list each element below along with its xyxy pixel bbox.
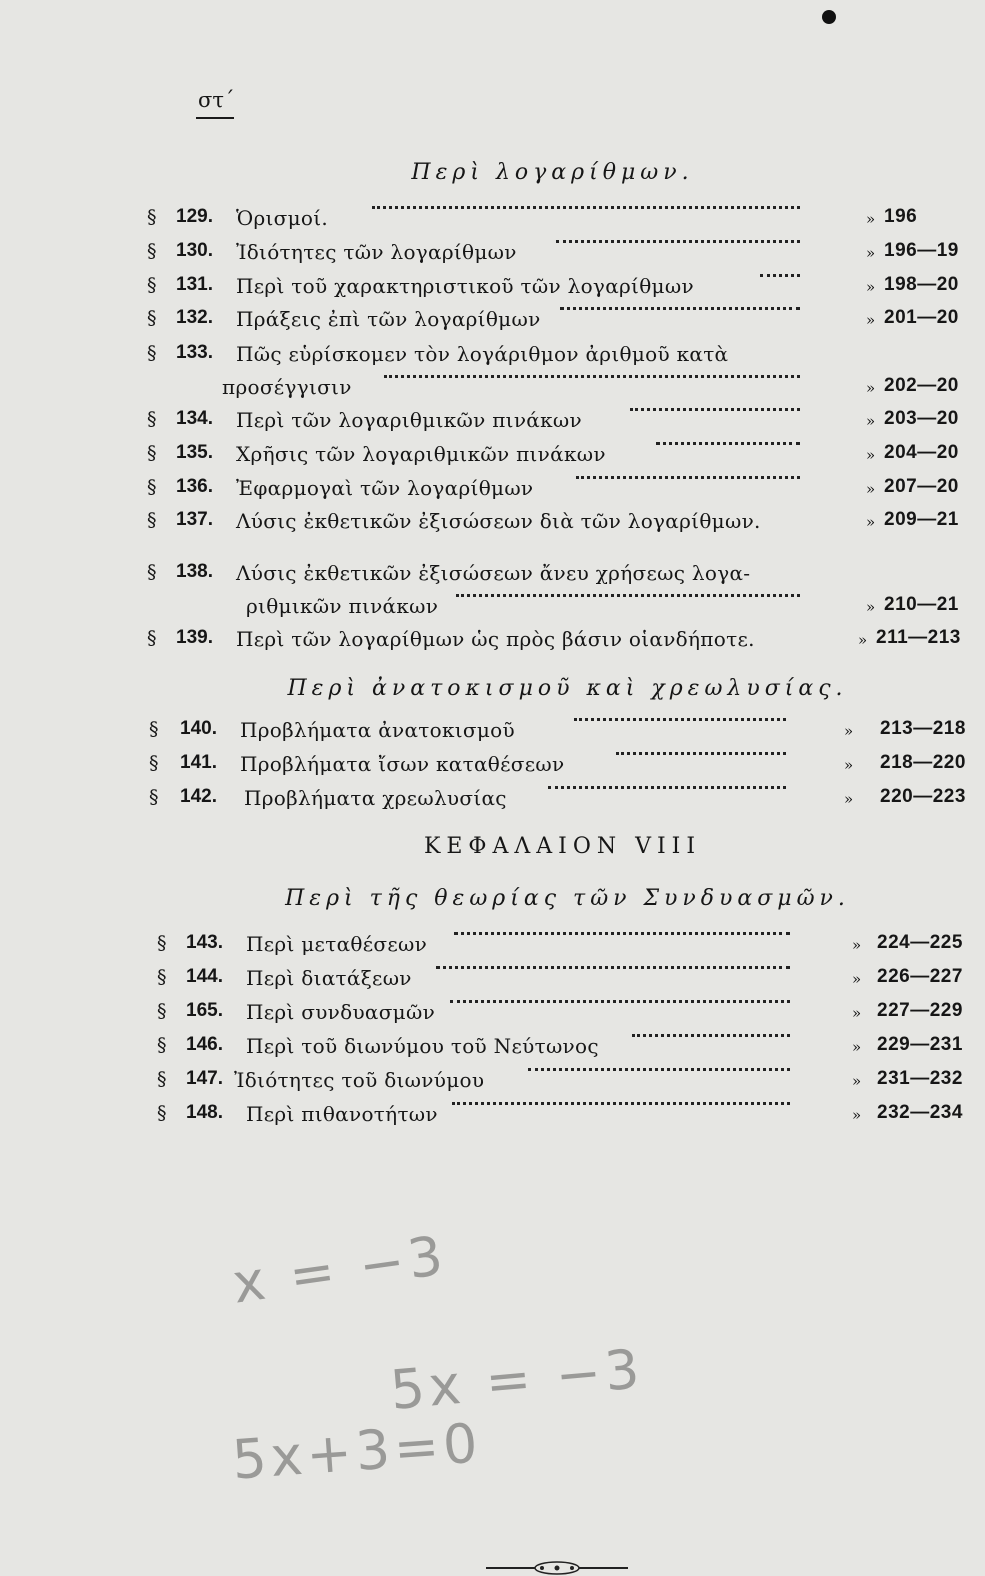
- toc-entry: [0, 752, 985, 782]
- dot-leader: [548, 786, 786, 789]
- entry-pages: 198—20: [884, 274, 959, 295]
- ditto-mark: »: [866, 513, 876, 531]
- entry-title: Περὶ τῶν λογαρίθμων ὡς πρὸς βάσιν οἱανδήποτε.: [236, 627, 755, 651]
- ink-blot: [822, 10, 836, 24]
- entry-number: 134.: [176, 408, 213, 429]
- toc-entry: [0, 274, 985, 304]
- entry-pages: 211—213: [876, 627, 961, 648]
- ditto-mark: »: [844, 722, 854, 740]
- section-symbol: §: [147, 442, 157, 464]
- dot-leader: [436, 966, 790, 969]
- ditto-mark: »: [852, 970, 862, 988]
- entry-number: 133.: [176, 342, 213, 363]
- section-symbol: §: [147, 206, 157, 228]
- entry-number: 137.: [176, 509, 213, 530]
- ditto-mark: »: [852, 936, 862, 954]
- page-number: στ΄: [198, 88, 235, 112]
- entry-number: 143.: [186, 932, 223, 953]
- entry-title: Χρῆσις τῶν λογαριθμικῶν πινάκων: [236, 442, 606, 466]
- ditto-mark: »: [866, 210, 876, 228]
- ditto-mark: »: [844, 756, 854, 774]
- section-symbol: §: [149, 718, 159, 740]
- toc-entry: [0, 1034, 985, 1064]
- entry-title: Ὁρισμοί.: [236, 206, 329, 230]
- chapter-title: ΚΕΦΑΛΑΙΟΝ VIII: [423, 834, 702, 859]
- entry-number: 147.: [186, 1068, 223, 1089]
- dot-leader: [454, 932, 790, 935]
- entry-pages: 218—220: [880, 752, 966, 773]
- entry-pages: 203—20: [884, 408, 959, 429]
- dot-leader: [372, 206, 800, 209]
- ditto-mark: »: [866, 412, 876, 430]
- entry-title: Περὶ διατάξεων: [246, 966, 412, 990]
- entry-number: 132.: [176, 307, 213, 328]
- toc-entry: [0, 206, 985, 236]
- dot-leader: [456, 594, 800, 597]
- section-heading-combinations: Περὶ τῆς θεωρίας τῶν Συνδυασμῶν.: [285, 886, 850, 911]
- entry-pages: 201—20: [884, 307, 959, 328]
- page-number-rule: [196, 117, 234, 119]
- entry-pages: 207—20: [884, 476, 959, 497]
- toc-entry: [0, 509, 985, 539]
- section-symbol: §: [147, 509, 157, 531]
- entry-pages: 232—234: [877, 1102, 963, 1123]
- entry-pages: 204—20: [884, 442, 959, 463]
- pencil-note-1: x = −3: [228, 1223, 451, 1316]
- dot-leader: [560, 307, 800, 310]
- dot-leader: [452, 1102, 790, 1105]
- entry-pages: 209—21: [884, 509, 959, 530]
- ditto-mark: »: [852, 1072, 862, 1090]
- entry-title: Ἰδιότητες τῶν λογαρίθμων: [236, 240, 517, 264]
- entry-title: Προβλήματα ἴσων καταθέσεων: [240, 752, 565, 776]
- ditto-mark: »: [866, 446, 876, 464]
- entry-title: Περὶ πιθανοτήτων: [246, 1102, 438, 1126]
- dot-leader: [616, 752, 786, 755]
- section-symbol: §: [157, 966, 167, 988]
- pencil-note-2: 5x = −3: [387, 1337, 646, 1422]
- toc-entry: [0, 718, 985, 748]
- section-symbol: §: [147, 274, 157, 296]
- toc-entry: [0, 476, 985, 506]
- section-symbol: §: [147, 408, 157, 430]
- entry-number: 130.: [176, 240, 213, 261]
- entry-number: 136.: [176, 476, 213, 497]
- entry-title: Περὶ τῶν λογαριθμικῶν πινάκων: [236, 408, 582, 432]
- toc-entry: [0, 442, 985, 472]
- dot-leader: [576, 476, 800, 479]
- entry-title: Προβλήματα ἀνατοκισμοῦ: [240, 718, 515, 742]
- entry-number: 148.: [186, 1102, 223, 1123]
- entry-pages: 202—20: [884, 375, 959, 396]
- section-symbol: §: [157, 1000, 167, 1022]
- dot-leader: [630, 408, 800, 411]
- ditto-mark: »: [852, 1106, 862, 1124]
- ditto-mark: »: [866, 311, 876, 329]
- entry-number: 138.: [176, 561, 213, 582]
- toc-entry: [0, 1000, 985, 1030]
- entry-number: 165.: [186, 1000, 223, 1021]
- dot-leader: [656, 442, 800, 445]
- section-symbol: §: [147, 627, 157, 649]
- entry-title-continuation: προσέγγισιν: [222, 375, 352, 399]
- entry-pages: 220—223: [880, 786, 966, 807]
- toc-entry: [0, 342, 985, 372]
- section-symbol: §: [157, 1034, 167, 1056]
- entry-title: Πῶς εὑρίσκομεν τὸν λογάριθμον ἀριθμοῦ κατὰ: [236, 342, 729, 366]
- ornament-divider: [486, 1560, 628, 1576]
- dot-leader: [384, 375, 800, 378]
- entry-pages: 226—227: [877, 966, 963, 987]
- toc-entry: [0, 307, 985, 337]
- toc-entry: [0, 408, 985, 438]
- entry-number: 144.: [186, 966, 223, 987]
- dot-leader: [632, 1034, 790, 1037]
- section-symbol: §: [149, 752, 159, 774]
- entry-number: 129.: [176, 206, 213, 227]
- dot-leader: [556, 240, 800, 243]
- section-symbol: §: [147, 561, 157, 583]
- toc-entry-continuation: [0, 375, 985, 405]
- entry-pages: 210—21: [884, 594, 959, 615]
- ditto-mark: »: [866, 480, 876, 498]
- toc-entry: [0, 1068, 985, 1098]
- dot-leader: [760, 274, 800, 277]
- entry-pages: 229—231: [877, 1034, 963, 1055]
- entry-title: Περὶ συνδυασμῶν: [246, 1000, 436, 1024]
- entry-pages: 196: [884, 206, 918, 227]
- entry-number: 135.: [176, 442, 213, 463]
- toc-entry: [0, 932, 985, 962]
- toc-entry: [0, 966, 985, 996]
- entry-title: Πράξεις ἐπὶ τῶν λογαρίθμων: [236, 307, 541, 331]
- toc-entry: [0, 786, 985, 816]
- toc-entry: [0, 240, 985, 270]
- toc-entry: [0, 627, 985, 657]
- section-symbol: §: [147, 476, 157, 498]
- entry-number: 139.: [176, 627, 213, 648]
- entry-title: Λύσις ἐκθετικῶν ἐξισώσεων διὰ τῶν λογαρίθμων.: [236, 509, 761, 533]
- entry-pages: 231—232: [877, 1068, 963, 1089]
- toc-entry: [0, 1102, 985, 1132]
- dot-leader: [574, 718, 786, 721]
- section-symbol: §: [149, 786, 159, 808]
- entry-pages: 196—19: [884, 240, 959, 261]
- entry-title: Λύσις ἐκθετικῶν ἐξισώσεων ἄνευ χρήσεως λογα-: [236, 561, 751, 585]
- toc-entry: [0, 561, 985, 591]
- ditto-mark: »: [866, 598, 876, 616]
- ditto-mark: »: [866, 278, 876, 296]
- section-symbol: §: [147, 342, 157, 364]
- dot-leader: [528, 1068, 790, 1071]
- entry-number: 142.: [180, 786, 217, 807]
- ditto-mark: »: [866, 379, 876, 397]
- ditto-mark: »: [852, 1038, 862, 1056]
- ditto-mark: »: [852, 1004, 862, 1022]
- entry-pages: 224—225: [877, 932, 963, 953]
- entry-number: 140.: [180, 718, 217, 739]
- entry-title: Περὶ τοῦ χαρακτηριστικοῦ τῶν λογαρίθμων: [236, 274, 694, 298]
- pencil-note-3: 5x+3=0: [230, 1411, 484, 1492]
- dot-leader: [450, 1000, 790, 1003]
- entry-number: 146.: [186, 1034, 223, 1055]
- ditto-mark: »: [844, 790, 854, 808]
- entry-title: Περὶ μεταθέσεων: [246, 932, 428, 956]
- section-heading-logarithms: Περὶ λογαρίθμων.: [411, 160, 694, 185]
- ditto-mark: »: [858, 631, 868, 649]
- section-symbol: §: [157, 932, 167, 954]
- entry-title: Ἐφαρμογαὶ τῶν λογαρίθμων: [236, 476, 534, 500]
- entry-title: Περὶ τοῦ διωνύμου τοῦ Νεύτωνος: [246, 1034, 599, 1058]
- section-symbol: §: [157, 1102, 167, 1124]
- entry-number: 141.: [180, 752, 217, 773]
- ditto-mark: »: [866, 244, 876, 262]
- entry-pages: 227—229: [877, 1000, 963, 1021]
- section-heading-interest: Περὶ ἀνατοκισμοῦ καὶ χρεωλυσίας.: [287, 676, 848, 701]
- section-symbol: §: [147, 240, 157, 262]
- entry-title: Προβλήματα χρεωλυσίας: [244, 786, 507, 810]
- entry-number: 131.: [176, 274, 213, 295]
- toc-entry-continuation: [0, 594, 985, 624]
- entry-title: Ἰδιότητες τοῦ διωνύμου: [234, 1068, 485, 1092]
- entry-pages: 213—218: [880, 718, 966, 739]
- entry-title-continuation: ριθμικῶν πινάκων: [246, 594, 439, 618]
- section-symbol: §: [157, 1068, 167, 1090]
- section-symbol: §: [147, 307, 157, 329]
